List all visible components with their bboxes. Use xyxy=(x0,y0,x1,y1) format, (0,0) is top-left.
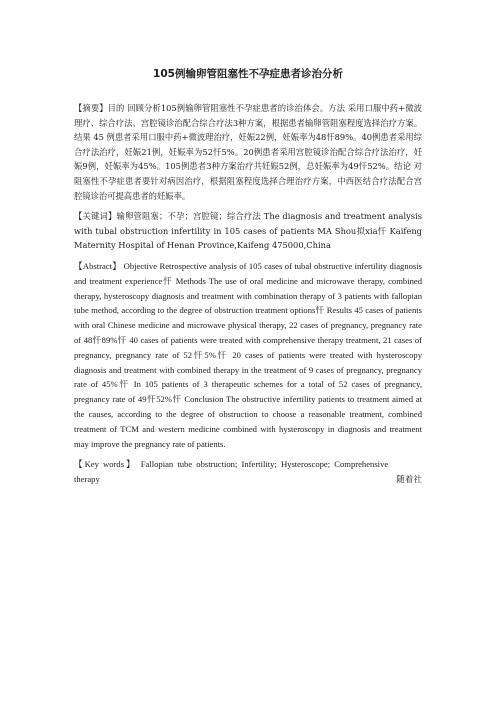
body-text-start: 随着社 xyxy=(396,474,422,485)
abstract-en-label: 【Abstract】 xyxy=(74,260,122,271)
keywords-cn-text: 输卵管阻塞；不孕；宫腔镜；综合疗法 The diagnosis and treatment analysis with tubal obstruction infertility in 105 cases of patients MA Shou拟xia忓 Kaifeng Maternity Hospital of Henan Province,Kaifeng 475000,China xyxy=(74,211,422,251)
keywords-cn-label: 【关键词】 xyxy=(74,211,117,222)
abstract-cn-text: 目的 回顾分析105例输卵管阻塞性不孕症患者的诊治体会。方法 采用口服中药+微波理疗、综合疗法、宫腔镜诊治配合综合疗法3种方案，根据患者输卵管阻塞程度选择治疗方案。结果 45 例患者采用口服中药+微波理治疗，妊娠22例，妊娠率为48忓89%。40例患者采用综合疗法治疗，妊娠21例，妊娠率为52忓5%。20例患者采用宫腔镜诊治配合综合疗法治疗，妊娠9例，妊娠率为45%。105例患者3种方案治疗共妊娠52例，总妊娠率为49忓52%。结论 对阻塞性不孕症患者要针对病因治疗，根据阻塞程度选择合理治疗方案，中西医结合疗法配合宫腔镜诊治可提高患者的妊娠率。 xyxy=(74,103,422,201)
abstract-cn-label: 【摘要】 xyxy=(74,103,108,113)
keywords-en-text: Fallopian tube obstruction; Infertility; Hysteroscope; Comprehensive therapy xyxy=(74,459,389,485)
abstract-en-text: Objective Retrospective analysis of 105 cases of tubal obstructive infertility diagnosis and treatment experience忓 Methods The use of oral medicine and microwave therapy, combined therapy, hysteroscopy diagnosis and treatment with combination therapy of 3 patients with fallopian tube method, according to the degree of obstruction treatment options忓 Results 45 cases of patients with oral Chinese medicine and microwave physical therapy, 22 cases of pregnancy, pregnancy rate of 48忓89%忓 40 cases of patients were treated with comprehensive therapy treatment, 21 cases of pregnancy, pregnancy rate of 52忓5%忓 20 cases of patients were treated with hysteroscopy diagnosis and treatment with combined therapy in the treatment of 9 cases of pregnancy, pregnancy rate of 45%忓 In 105 patients of 3 therapeutic schemes for a total of 52 cases of pregnancy, pregnancy rate of 49忓52%忓 Conclusion The obstructive infertility patients to treatment aimed at the causes, according to the degree of obstruction to choose a reasonable treatment, combined treatment of TCM and western medicine combined with hysteroscopy in diagnosis and treatment may improve the pregnancy rate of patients. xyxy=(74,260,422,449)
keywords-en-label: 【Key words】 xyxy=(74,459,137,470)
abstract-cn xyxy=(74,101,422,203)
abstract-en xyxy=(74,259,422,451)
keywords-cn xyxy=(74,209,422,253)
page-title: 105例输卵管阻塞性不孕症患者诊治分析 xyxy=(153,68,343,80)
keywords-en xyxy=(74,457,422,487)
